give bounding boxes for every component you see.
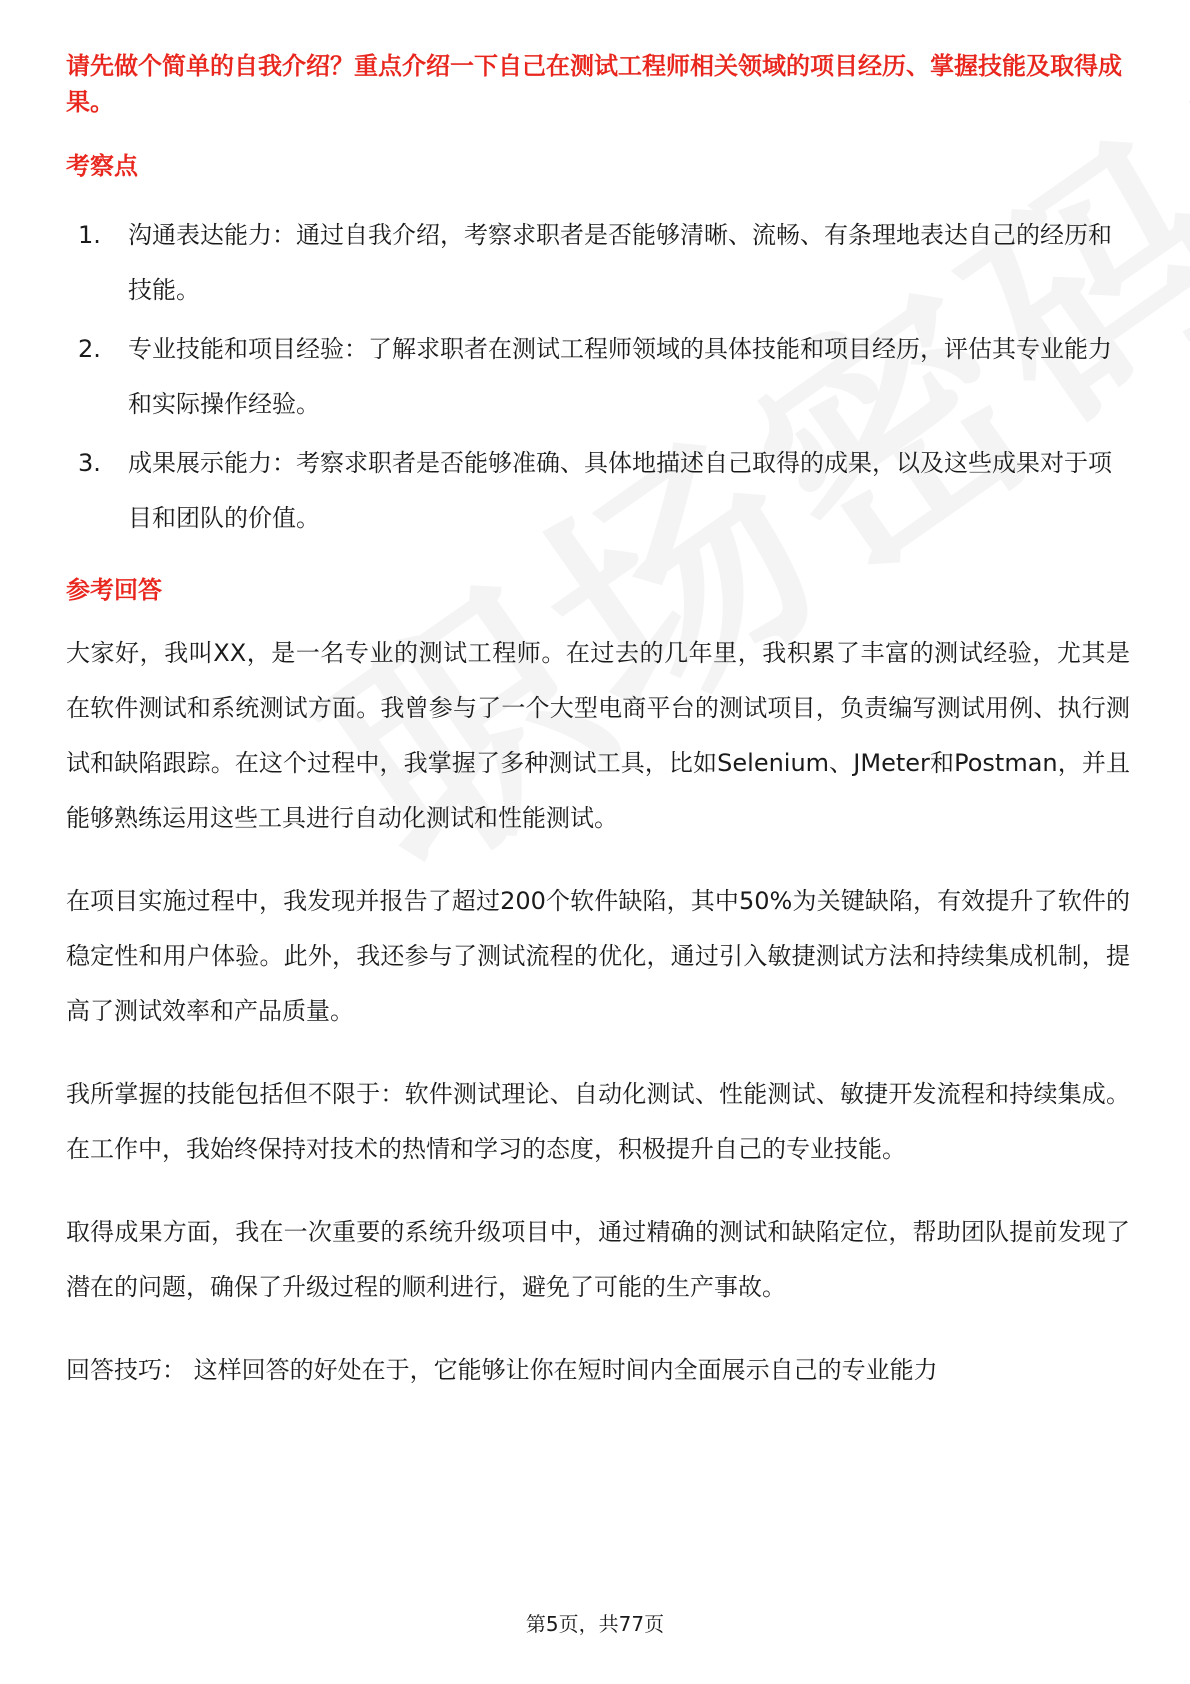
list-item	[66, 208, 1130, 318]
answer-paragraph: 取得成果方面，我在一次重要的系统升级项目中，通过精确的测试和缺陷定位，帮助团队提前发现了潜在的问题，确保了升级过程的顺利进行，避免了可能的生产事故。	[66, 1218, 1130, 1301]
answer-heading: 参考回答	[66, 576, 162, 604]
list-item-number: 1.	[78, 221, 101, 249]
document-body	[66, 48, 1130, 1398]
answer-tip-paragraph: 回答技巧： 这样回答的好处在于，它能够让你在短时间内全面展示自己的专业能力	[66, 1356, 938, 1384]
points-list	[66, 208, 1130, 546]
list-item-text: 专业技能和项目经验：了解求职者在测试工程师领域的具体技能和项目经历，评估其专业能力和实际操作经验。	[128, 335, 1112, 418]
page-footer: 第5页，共77页	[525, 1612, 665, 1636]
list-item-text: 沟通表达能力：通过自我介绍，考察求职者是否能够清晰、流畅、有条理地表达自己的经历和技能。	[128, 221, 1112, 304]
answer-paragraph: 大家好，我叫XX，是一名专业的测试工程师。在过去的几年里，我积累了丰富的测试经验，尤其是在软件测试和系统测试方面。我曾参与了一个大型电商平台的测试项目，负责编写测试用例、执行测试和缺陷跟踪。在这个过程中，我掌握了多种测试工具，比如Selenium、JMeter和Postman，并且能够熟练运用这些工具进行自动化测试和性能测试。	[66, 639, 1130, 832]
list-item-number: 2.	[78, 335, 101, 363]
list-item	[66, 436, 1130, 546]
answer-paragraph: 我所掌握的技能包括但不限于：软件测试理论、自动化测试、性能测试、敏捷开发流程和持续集成。在工作中，我始终保持对技术的热情和学习的态度，积极提升自己的专业技能。	[66, 1080, 1130, 1163]
answer-paragraph: 在项目实施过程中，我发现并报告了超过200个软件缺陷，其中50%为关键缺陷，有效提升了软件的稳定性和用户体验。此外，我还参与了测试流程的优化，通过引入敏捷测试方法和持续集成机制，提高了测试效率和产品质量。	[66, 887, 1130, 1025]
list-item-text: 成果展示能力：考察求职者是否能够准确、具体地描述自己取得的成果，以及这些成果对于项目和团队的价值。	[128, 449, 1112, 532]
list-item-number: 3.	[78, 449, 101, 477]
points-heading: 考察点	[66, 152, 138, 180]
question-title: 请先做个简单的自我介绍？重点介绍一下自己在测试工程师相关领域的项目经历、掌握技能及取得成果。	[66, 52, 1122, 116]
list-item	[66, 322, 1130, 432]
